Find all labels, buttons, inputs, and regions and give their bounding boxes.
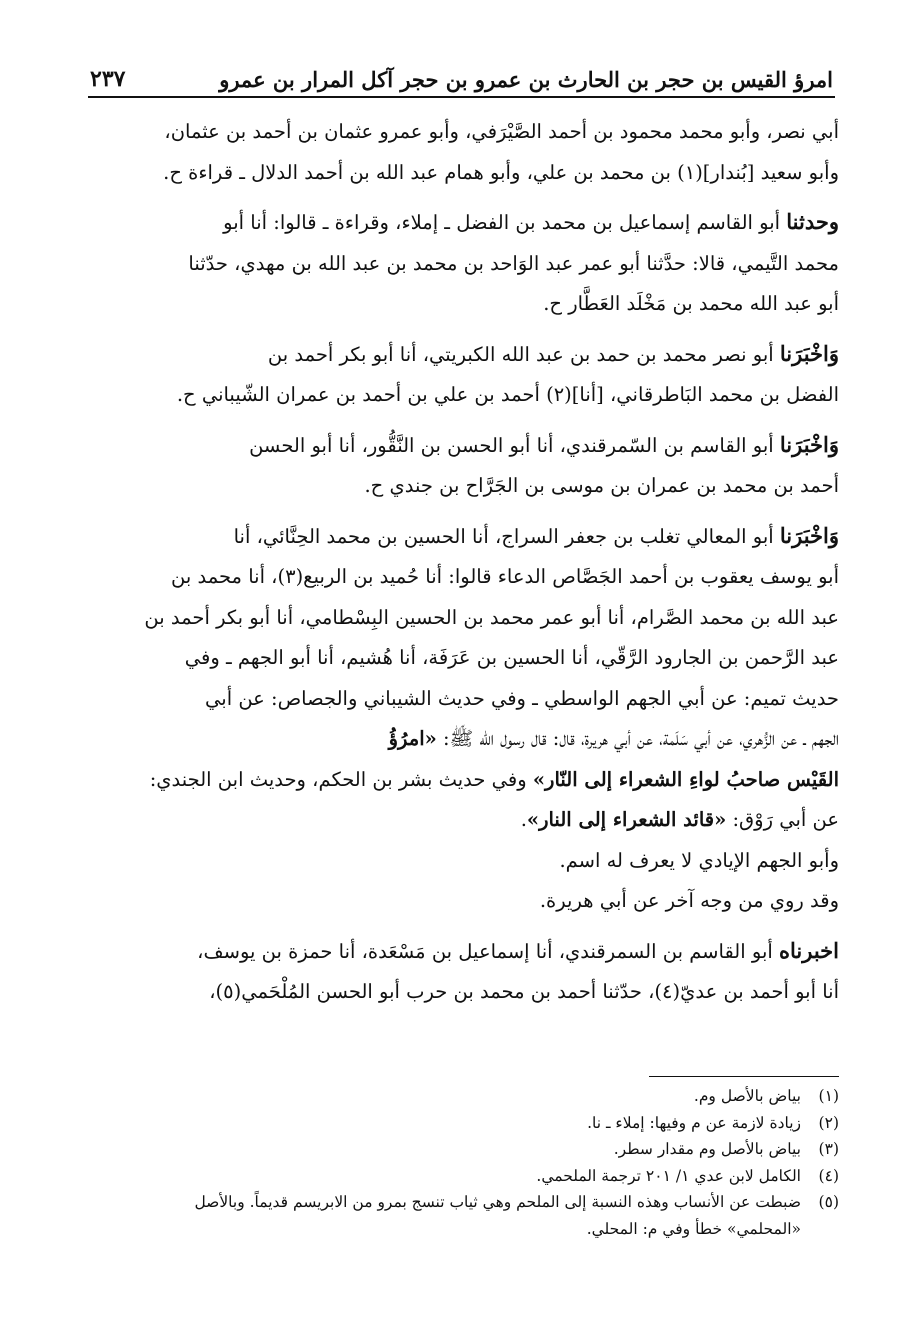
text-line: الفضل بن محمد البَاطرقاني، [أنا](٢) أحمد بن علي بن أحمد بن عمران الشّيباني ح. [176,383,839,406]
text-span: وفي حديث بشر بن الحكم، وحديث ابن الجندي: [149,767,533,791]
text-span: . [520,808,527,831]
footnote-number: (٣) [818,1140,839,1158]
footnote-text: الكامل لابن عدي ١/ ٢٠١ ترجمة الملحمي. [536,1166,801,1185]
text-line: وأبو الجهم الإيادي لا يعرف له اسم. [559,848,839,872]
text-line [79,202,839,244]
footnote [79,1163,839,1190]
text-line [79,719,839,760]
text-line [79,334,839,376]
footnote-number: (٥) [818,1193,839,1211]
paragraph-7 [79,931,839,1013]
text-span: عن أبي رَوْق: [726,808,839,831]
footnote-number: (٢) [818,1113,839,1132]
text-line: أبي نصر، وأبو محمد محمود بن أحمد الصَّيْرَفي، وأبو عمرو عثمان بن أحمد بن عثمان، [164,120,839,143]
text-span: أبو القاسم بن السّمرقندي، أنا أبو الحسن بن النَّقُّور، أنا أبو الحسن [249,433,780,457]
paragraph-lead-word: وحدثنا [786,209,839,234]
running-title: امرؤ القيس بن حجر بن الحارث بن عمرو بن حجر آكل المرار بن عمرو [219,67,833,92]
footnote-text: «المحلمي» خطأ وفي م: المحلي. [586,1219,801,1238]
paragraph-lead-word: وَاخْبَرَنا [779,522,839,548]
paragraph-lead-word: وَاخْبَرَنا [779,340,839,366]
text-line [79,516,839,558]
paragraph-lead-word: وَاخْبَرَنا [779,431,839,457]
paragraph-6 [79,841,839,922]
text-line [79,931,839,973]
text-line: حديث تميم: عن أبي الجهم الواسطي ـ وفي حديث الشيباني والجصاص: عن أبي [205,686,839,710]
text-span: أبو القاسم إسماعيل بن محمد بن الفضل ـ إملاء، وقراءة ـ قالوا: أنا أبو [223,211,787,234]
text-line: عبد الله بن محمد الصَّرام، أنا أبو عمر محمد بن الحسين البِسْطامي، أنا أبو بكر أحمد بن [144,605,839,629]
hadith-quote: القَيْس صاحبُ لواءِ الشعراء إلى النّار» [532,767,839,791]
paragraph-2 [79,202,839,325]
paragraph-4 [79,425,839,507]
text-span: أبو القاسم بن السمرقندي، أنا إسماعيل بن مَسْعَدة، أنا حمزة بن يوسف، [197,939,779,963]
main-text [79,112,839,1013]
text-line [79,760,839,801]
running-header [90,58,833,92]
footnote-text: بياض بالأصل وم مقدار سطر. [613,1140,801,1158]
footnote [79,1110,839,1137]
text-line: أنا أبو أحمد بن عديّ(٤)، حدّثنا أحمد بن محمد بن حرب أبو الحسن المُلْحَمي(٥)، [209,980,839,1003]
footnote-text-block [79,1189,801,1242]
text-line [79,425,839,467]
hadith-quote: «قائد الشعراء إلى النار» [526,808,727,831]
text-line: محمد التَّيمي، قالا: حدَّثنا أبو عمر عبد الوَاحد بن محمد بن عبد الله بن مهدي، حدّثنا [188,251,839,275]
paragraph-3 [79,334,839,416]
text-line [79,800,839,841]
text-span: أبو المعالي تغلب بن جعفر السراج، أنا الحسين بن محمد الحِنَّائي، أنا [233,524,780,548]
footnote [79,1136,839,1163]
footnote-number: (٤) [818,1166,839,1185]
paragraph-5 [79,516,839,841]
footnote-number: (١) [818,1087,839,1105]
text-line: أحمد بن محمد بن عمران بن موسى بن الجَرَّاح بن جندي ح. [364,474,839,497]
footnote-rule [649,1076,839,1077]
footnote-text: ضبطت عن الأنساب وهذه النسبة إلى الملحم وهي ثياب تنسج بمرو من الابريسم قديماً. وبالأصل [194,1193,801,1211]
text-line: عبد الرَّحمن بن الجارود الرَّقّي، أنا الحسين بن عَرَفَة، أنا هُشيم، أنا أبو الجهم ـ وفي [184,646,839,669]
footnote-text: زيادة لازمة عن م وفيها: إملاء ـ نا. [587,1113,801,1132]
text-span: الجهم ـ عن الزُّهري، عن أبي سَلَمة، عن أبي هريرة، قال: قال رسول الله ﷺ: [436,727,839,750]
paragraph-1 [79,112,839,193]
footnote-text: بياض بالأصل وم. [693,1087,801,1105]
footnote [79,1083,839,1110]
footnotes [79,1083,839,1242]
text-line: وقد روي من وجه آخر عن أبي هريرة. [539,889,839,912]
text-line: أبو يوسف يعقوب بن أحمد الجَصَّاص الدعاء قالوا: أنا حُميد بن الربيع(٣)، أنا محمد بن [170,565,839,588]
text-line: أبو عبد الله محمد بن مَخْلَد العَطَّار ح. [543,292,839,315]
header-rule [88,96,835,98]
text-line: وأبو سعيد [بُندار](١) بن محمد بن علي، وأبو همام عبد الله بن أحمد الدلال ـ قراءة ح. [163,160,839,184]
footnote [79,1189,839,1242]
text-span: أبو نصر محمد بن حمد بن عبد الله الكبريتي، أنا أبو بكر أحمد بن [267,342,780,366]
paragraph-lead-word: اخبرناه [779,937,839,963]
page-number: ٢٣٧ [90,66,126,92]
hadith-quote: «امرُؤُ [388,727,437,750]
